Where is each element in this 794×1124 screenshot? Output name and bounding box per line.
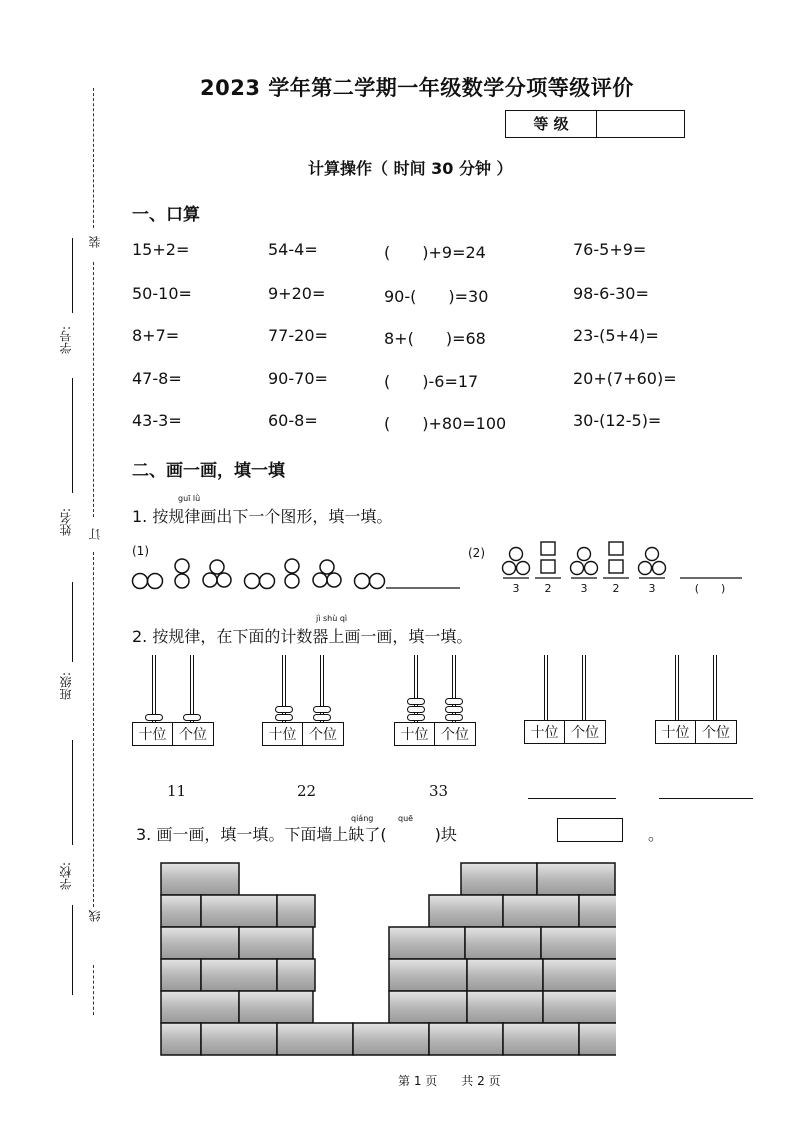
wall-brick	[239, 927, 313, 959]
ones-label: 个位	[565, 720, 606, 744]
name-label: 姓名:	[59, 508, 73, 537]
q1-part1-label: (1)	[132, 544, 149, 558]
student-no-line-2	[72, 378, 73, 493]
abacus-value: 22	[297, 782, 317, 800]
abacus-label-box	[524, 720, 606, 744]
arithmetic-item[interactable]: 43-3=	[132, 411, 182, 430]
vertical-circles-group	[175, 559, 189, 588]
pattern-square	[541, 542, 555, 555]
wall-brick	[161, 927, 239, 959]
wall-brick	[579, 1023, 616, 1055]
two-circles-group	[245, 574, 275, 589]
arithmetic-item[interactable]: 30-(12-5)=	[573, 411, 662, 430]
two-circles-group	[355, 574, 385, 589]
page-footer: 第 1 页 共 2 页	[398, 1074, 501, 1088]
wall-brick	[389, 927, 465, 959]
arithmetic-item[interactable]: ( )+80=100	[384, 414, 507, 433]
wall-brick	[465, 927, 541, 959]
q1-part2-label: (2)	[468, 546, 485, 560]
answer-blank: ( )	[694, 582, 726, 595]
abacus-bead	[445, 698, 463, 705]
abacus-bead	[407, 714, 425, 721]
class-line	[72, 740, 73, 845]
wall-brick	[467, 959, 543, 991]
wall-brick	[503, 895, 579, 927]
tens-label: 十位	[262, 722, 303, 746]
page-title: 2023 学年第二学期一年级数学分项等级评价	[200, 76, 634, 100]
binding-label-ding: 订	[88, 528, 102, 540]
pattern-circle	[585, 562, 598, 575]
q1-pattern-circles	[130, 556, 470, 596]
grade-box	[505, 110, 685, 138]
abacus-label-box	[394, 722, 476, 746]
wall-brick	[277, 1023, 353, 1055]
school-label: 学校:	[59, 862, 73, 891]
wall-brick	[543, 959, 616, 991]
ones-rod[interactable]	[582, 655, 586, 720]
tens-label: 十位	[394, 722, 435, 746]
arithmetic-item[interactable]: ( )-6=17	[384, 372, 479, 391]
binding-dashed-line-top	[93, 88, 94, 228]
abacus-bead	[275, 714, 293, 721]
q3-pinyin-qiang: qiáng	[351, 814, 374, 823]
arithmetic-item[interactable]: 8+( )=68	[384, 329, 486, 348]
binding-dashed-line-mid1	[93, 262, 94, 517]
fraction-number: 3	[580, 582, 588, 595]
pattern-circle	[517, 562, 530, 575]
wall-brick	[277, 959, 315, 991]
abacus-answer-line[interactable]	[659, 798, 753, 799]
wall-brick	[537, 863, 615, 895]
grade-field[interactable]	[598, 111, 684, 137]
q1-pinyin: guī lǜ	[178, 494, 201, 503]
wall-brick	[461, 863, 537, 895]
arithmetic-item[interactable]: 98-6-30=	[573, 284, 649, 303]
pattern-circle	[639, 562, 652, 575]
arithmetic-item[interactable]: 47-8=	[132, 369, 182, 388]
wall-brick	[277, 895, 315, 927]
wall-brick	[389, 991, 467, 1023]
wall-brick	[429, 1023, 503, 1055]
pattern-circle	[510, 548, 523, 561]
tens-rod[interactable]	[675, 655, 679, 720]
tens-rod[interactable]	[544, 655, 548, 720]
pattern-circle	[646, 548, 659, 561]
wall-brick	[429, 895, 503, 927]
abacus-bead	[313, 714, 331, 721]
two-circles-group	[133, 574, 163, 589]
abacus-bead	[275, 706, 293, 713]
name-line	[72, 582, 73, 662]
q1-pattern-fractions	[498, 538, 748, 598]
q2-pinyin: jì shù qì	[316, 614, 348, 623]
student-no-label: 学号:	[59, 326, 73, 355]
arithmetic-item[interactable]: 9+20=	[268, 284, 326, 303]
wall-brick	[503, 1023, 579, 1055]
vertical-circles-group	[285, 559, 299, 588]
wall-brick	[467, 991, 543, 1023]
arithmetic-item[interactable]: 76-5+9=	[573, 240, 647, 259]
triangle-circles-group	[313, 560, 341, 587]
wall-brick	[161, 895, 201, 927]
arithmetic-item[interactable]: ( )+9=24	[384, 243, 486, 262]
abacus-label-box	[655, 720, 737, 744]
subtitle: 计算操作（ 时间 30 分钟 ）	[308, 159, 513, 178]
abacus-answer-line[interactable]	[528, 798, 616, 799]
arithmetic-item[interactable]: 90-70=	[268, 369, 328, 388]
brick-wall	[160, 862, 616, 1058]
arithmetic-item[interactable]: 20+(7+60)=	[573, 369, 677, 388]
abacus-bead	[407, 706, 425, 713]
tens-label: 十位	[655, 720, 696, 744]
pattern-circle	[503, 562, 516, 575]
school-line	[72, 905, 73, 995]
q1-text: 1. 按规律画出下一个图形，填一填。	[132, 507, 393, 526]
wall-brick	[201, 1023, 277, 1055]
binding-dashed-line-bottom	[93, 965, 94, 1015]
class-label: 班级:	[59, 672, 73, 701]
ones-rod[interactable]	[190, 655, 194, 722]
binding-dashed-line-mid2	[93, 552, 94, 907]
ones-label: 个位	[303, 722, 344, 746]
student-no-line	[72, 238, 73, 313]
q3-answer-box[interactable]	[557, 818, 623, 842]
ones-label: 个位	[696, 720, 737, 744]
wall-brick	[543, 991, 616, 1023]
arithmetic-item[interactable]: 77-20=	[268, 326, 328, 345]
ones-rod[interactable]	[713, 655, 717, 720]
fraction-number: 2	[612, 582, 620, 595]
abacus-bead	[183, 714, 201, 721]
abacus-bead	[313, 706, 331, 713]
wall-brick	[389, 959, 467, 991]
arithmetic-item[interactable]: 8+7=	[132, 326, 180, 345]
binding-label-xian: 线	[88, 910, 102, 922]
q3-text: 3. 画一画，填一填。下面墙上缺了( )块	[136, 825, 457, 844]
fraction-number: 3	[512, 582, 520, 595]
wall-brick	[161, 1023, 201, 1055]
wall-brick	[541, 927, 616, 959]
wall-brick	[579, 895, 616, 927]
pattern-circle	[578, 548, 591, 561]
abacus-label-box	[262, 722, 344, 746]
abacus-bead	[445, 706, 463, 713]
fraction-number: 3	[648, 582, 656, 595]
pattern-circle	[571, 562, 584, 575]
ones-label: 个位	[435, 722, 476, 746]
arithmetic-item[interactable]: 60-8=	[268, 411, 318, 430]
abacus-value: 33	[429, 782, 449, 800]
section2-heading: 二、画一画，填一填	[132, 461, 285, 481]
q3-pinyin-que: quē	[398, 814, 414, 823]
abacus-bead	[407, 698, 425, 705]
pattern-square	[541, 560, 555, 573]
tens-rod[interactable]	[152, 655, 156, 722]
wall-brick	[239, 991, 313, 1023]
pattern-square	[609, 542, 623, 555]
grade-label: 等 级	[506, 111, 597, 137]
q3-period: 。	[648, 825, 665, 844]
abacus-label-box	[132, 722, 214, 746]
wall-brick	[161, 991, 239, 1023]
arithmetic-item[interactable]: 15+2=	[132, 240, 190, 259]
arithmetic-item[interactable]: 90-( )=30	[384, 287, 489, 306]
wall-brick	[353, 1023, 429, 1055]
tens-label: 十位	[132, 722, 173, 746]
tens-label: 十位	[524, 720, 565, 744]
wall-brick	[161, 863, 239, 895]
fraction-number: 2	[544, 582, 552, 595]
ones-label: 个位	[173, 722, 214, 746]
wall-brick	[201, 959, 277, 991]
section1-heading: 一、口算	[132, 205, 200, 225]
triangle-circles-group	[203, 560, 231, 587]
arithmetic-item[interactable]: 23-(5+4)=	[573, 326, 659, 345]
q2-text: 2. 按规律，在下面的计数器上画一画，填一填。	[132, 627, 473, 646]
wall-brick	[161, 959, 201, 991]
arithmetic-item[interactable]: 54-4=	[268, 240, 318, 259]
wall-brick	[201, 895, 277, 927]
pattern-circle	[653, 562, 666, 575]
abacus-bead	[145, 714, 163, 721]
binding-label-zhuang: 装	[88, 236, 102, 248]
abacus-value: 11	[167, 782, 187, 800]
abacus-bead	[445, 714, 463, 721]
arithmetic-item[interactable]: 50-10=	[132, 284, 192, 303]
pattern-square	[609, 560, 623, 573]
